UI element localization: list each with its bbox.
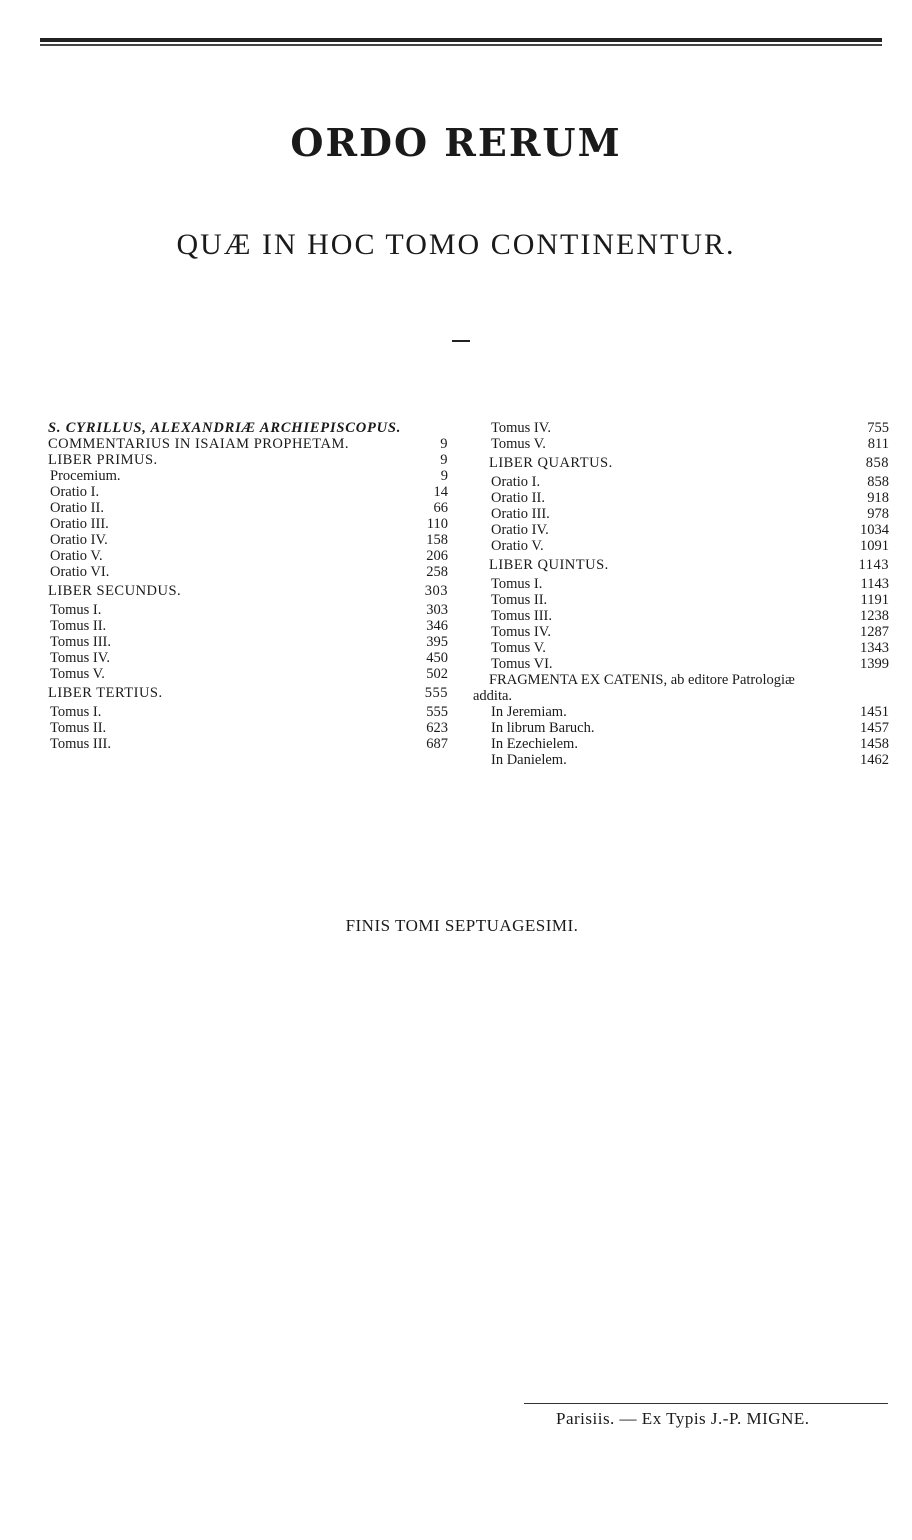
- toc-entry: [473, 688, 889, 704]
- toc-entry-label: LIBER TERTIUS.: [48, 685, 163, 701]
- toc-entry: [48, 666, 448, 682]
- toc-entry-page: 755: [867, 420, 889, 436]
- toc-entry: [489, 420, 889, 436]
- toc-entry-page: 687: [426, 736, 448, 752]
- toc-entry-label: Oratio I.: [50, 484, 100, 500]
- toc-entry-label: Oratio V.: [491, 538, 544, 554]
- imprint: Parisiis. — Ex Typis J.-P. MIGNE.: [556, 1409, 810, 1428]
- toc-entry: [489, 522, 889, 538]
- toc-entry: [489, 720, 889, 736]
- toc-entry-page: 1287: [860, 624, 889, 640]
- toc-entry-label: Tomus II.: [50, 618, 107, 634]
- toc-entry: [489, 592, 889, 608]
- toc-entry-page: 623: [426, 720, 448, 736]
- toc-entry-label: S. CYRILLUS, ALEXANDRIÆ ARCHIEPISCOPUS.: [48, 420, 402, 436]
- page-title: ORDO RERUM: [290, 120, 622, 165]
- toc-entry-label: Oratio II.: [491, 490, 545, 506]
- toc-entry-label: Procemium.: [50, 468, 121, 484]
- toc-entry-label: Tomus V.: [50, 666, 105, 682]
- toc-entry: [48, 704, 448, 720]
- toc-entry: [48, 484, 448, 500]
- toc-entry-page: 1034: [860, 522, 889, 538]
- toc-entry-page: 110: [426, 516, 448, 532]
- toc-entry: [48, 500, 448, 516]
- toc-entry: [489, 752, 889, 768]
- toc-entry-label: Tomus IV.: [491, 420, 551, 436]
- toc-entry-page: 9: [440, 468, 448, 484]
- toc-entry: [489, 576, 889, 592]
- toc-entry: [48, 420, 448, 436]
- toc-entry-label: LIBER QUINTUS.: [489, 557, 609, 573]
- toc-entry-page: 858: [867, 474, 889, 490]
- toc-entry-label: addita.: [473, 688, 513, 704]
- toc-entry-label: Tomus VI.: [491, 656, 553, 672]
- toc-entry: [489, 736, 889, 752]
- toc-entry-page: 158: [426, 532, 448, 548]
- toc-entry-label: Oratio III.: [50, 516, 109, 532]
- toc-entry: [48, 618, 448, 634]
- toc-entry-label: FRAGMENTA EX CATENIS, ab editore Patrologiæ: [489, 672, 795, 688]
- toc-entry-page: 9: [440, 436, 448, 452]
- toc-entry: [48, 736, 448, 752]
- toc-entry: [489, 557, 889, 573]
- header-rule-thin: [40, 44, 882, 46]
- toc-entry: [489, 656, 889, 672]
- toc-entry-label: In Danielem.: [491, 752, 567, 768]
- toc-entry-page: 502: [426, 666, 448, 682]
- toc-entry-page: 1191: [860, 592, 889, 608]
- toc-entry-page: 1399: [860, 656, 889, 672]
- toc-entry-page: 14: [433, 484, 448, 500]
- toc-entry-label: Tomus V.: [491, 436, 546, 452]
- toc-entry-label: COMMENTARIUS IN ISAIAM PROPHETAM.: [48, 436, 349, 452]
- toc-entry: [489, 455, 889, 471]
- toc-entry-label: Oratio I.: [491, 474, 541, 490]
- header-rule: [40, 38, 882, 42]
- toc-entry-label: Tomus III.: [50, 634, 112, 650]
- imprint-rule: [524, 1403, 888, 1404]
- toc-entry: [489, 490, 889, 506]
- toc-entry-page: 66: [433, 500, 448, 516]
- toc-entry-page: 1462: [860, 752, 889, 768]
- toc-entry-label: Oratio III.: [491, 506, 550, 522]
- toc-entry: [48, 532, 448, 548]
- toc-entry-label: Tomus IV.: [50, 650, 110, 666]
- toc-entry-label: In librum Baruch.: [491, 720, 595, 736]
- toc-entry-page: 206: [426, 548, 448, 564]
- toc-entry: [48, 720, 448, 736]
- toc-entry-label: Tomus II.: [491, 592, 548, 608]
- finis-line: FINIS TOMI SEPTUAGESIMI.: [345, 916, 579, 935]
- toc-entry: [489, 436, 889, 452]
- toc-entry: [48, 602, 448, 618]
- toc-entry-label: Oratio IV.: [50, 532, 108, 548]
- toc-entry-page: 303: [424, 583, 448, 599]
- toc-entry-page: 918: [867, 490, 889, 506]
- toc-entry-label: Oratio IV.: [491, 522, 549, 538]
- toc-right-column: [473, 420, 889, 768]
- toc-entry: [489, 538, 889, 554]
- title-divider: [452, 340, 470, 342]
- toc-entry-page: 1457: [860, 720, 889, 736]
- toc-entry-page: 1238: [860, 608, 889, 624]
- toc-entry-page: 1091: [860, 538, 889, 554]
- toc-entry-label: Oratio II.: [50, 500, 104, 516]
- toc-entry-page: 555: [424, 685, 448, 701]
- toc-entry-page: 346: [426, 618, 448, 634]
- toc-entry-label: LIBER PRIMUS.: [48, 452, 158, 468]
- toc-entry: [489, 672, 889, 688]
- toc-entry-page: 1458: [860, 736, 889, 752]
- toc-entry: [489, 640, 889, 656]
- toc-entry-page: 978: [867, 506, 889, 522]
- toc-entry: [48, 564, 448, 580]
- toc-entry: [489, 608, 889, 624]
- toc-entry-label: In Jeremiam.: [491, 704, 567, 720]
- toc-entry-page: 450: [426, 650, 448, 666]
- toc-left-column: [48, 420, 448, 752]
- toc-entry-label: Tomus II.: [50, 720, 107, 736]
- toc-entry: [48, 583, 448, 599]
- toc-entry-page: 1143: [858, 557, 889, 573]
- toc-entry-page: 395: [426, 634, 448, 650]
- toc-entry-page: 303: [426, 602, 448, 618]
- toc-entry: [48, 468, 448, 484]
- toc-entry: [48, 548, 448, 564]
- toc-entry-page: 1343: [860, 640, 889, 656]
- toc-entry: [489, 474, 889, 490]
- toc-entry: [48, 452, 448, 468]
- toc-entry: [48, 516, 448, 532]
- toc-entry-page: 1143: [860, 576, 889, 592]
- toc-entry-label: Oratio V.: [50, 548, 103, 564]
- toc-entry-label: Tomus I.: [491, 576, 543, 592]
- toc-entry-label: Tomus I.: [50, 602, 102, 618]
- toc-entry-page: 858: [865, 455, 889, 471]
- toc-entry: [489, 624, 889, 640]
- toc-entry-page: 1451: [860, 704, 889, 720]
- toc-entry-label: Tomus I.: [50, 704, 102, 720]
- toc-entry-label: In Ezechielem.: [491, 736, 578, 752]
- column-number-right: [846, 0, 878, 2]
- toc-entry: [48, 685, 448, 701]
- page-subtitle: QUÆ IN HOC TOMO CONTINENTUR.: [176, 228, 736, 261]
- toc-entry: [489, 506, 889, 522]
- toc-entry-label: Tomus V.: [491, 640, 546, 656]
- toc-entry-label: LIBER QUARTUS.: [489, 455, 613, 471]
- toc-entry-label: Oratio VI.: [50, 564, 110, 580]
- toc-entry-page: 811: [867, 436, 889, 452]
- toc-entry-label: Tomus III.: [50, 736, 112, 752]
- toc-entry-label: Tomus III.: [491, 608, 553, 624]
- toc-entry-label: Tomus IV.: [491, 624, 551, 640]
- toc-entry-label: LIBER SECUNDUS.: [48, 583, 182, 599]
- toc-entry: [489, 704, 889, 720]
- toc-entry: [48, 650, 448, 666]
- toc-entry-page: 258: [426, 564, 448, 580]
- toc-entry: [48, 436, 448, 452]
- toc-entry: [48, 634, 448, 650]
- toc-entry-page: 555: [426, 704, 448, 720]
- column-number-left: [34, 0, 66, 2]
- toc-entry-page: 9: [440, 452, 448, 468]
